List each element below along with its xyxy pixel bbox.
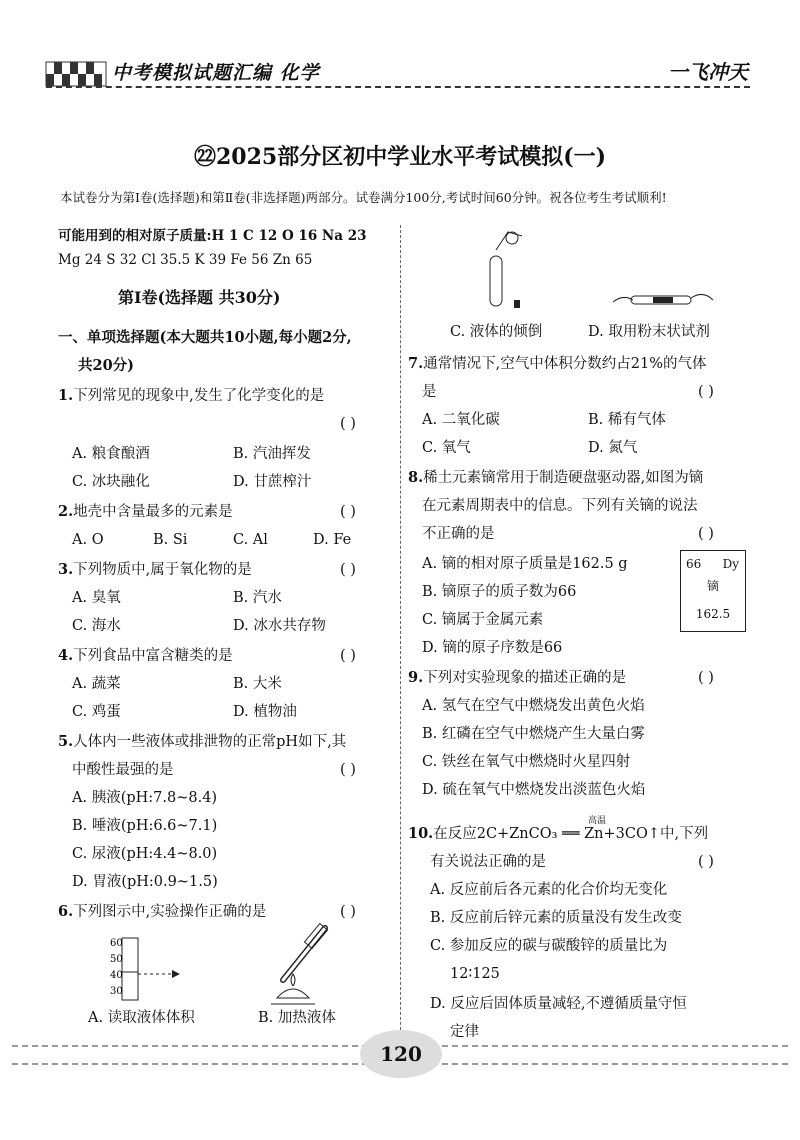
heating-liquid-figure xyxy=(263,920,343,1010)
q9-answer-paren: ( ) xyxy=(698,670,714,686)
q6-stem xyxy=(58,898,266,926)
q1-option-a: A. 粮食酿酒 xyxy=(72,446,150,462)
exam-title: ㉒2025部分区初中学业水平考试模拟(一) xyxy=(193,144,607,170)
q1-option-c: C. 冰块融化 xyxy=(72,474,150,490)
q1-option-b: B. 汽油挥发 xyxy=(233,446,311,462)
q9-text: 下列对实验现象的描述正确的是 xyxy=(423,670,627,686)
q7-number: 7. xyxy=(408,355,424,372)
q9-option-a: A. 氢气在空气中燃烧发出黄色火焰 xyxy=(422,698,645,714)
q10-stem xyxy=(408,820,708,848)
q4-option-a: A. 蔬菜 xyxy=(72,676,121,692)
q2-stem xyxy=(58,498,233,526)
q2-option-a: A. O xyxy=(72,532,104,548)
q3-answer-paren: ( ) xyxy=(340,562,356,578)
q5-number: 5. xyxy=(58,733,74,750)
q2-answer-paren: ( ) xyxy=(340,504,356,520)
q5-option-c: C. 尿液(pH:4.4~8.0) xyxy=(72,846,218,862)
q10-option-d-cont: 定律 xyxy=(450,1024,479,1040)
header-book-title: 中考模拟试题汇编 化学 xyxy=(112,62,320,84)
q8-option-b: B. 镝原子的质子数为66 xyxy=(422,584,577,600)
q10-option-c-cont: 12∶125 xyxy=(450,966,500,982)
q7-option-b: B. 稀有气体 xyxy=(588,412,666,428)
q5-option-b: B. 唾液(pH:6.6~7.1) xyxy=(72,818,218,834)
atomic-mass-line-2: Mg 24 S 32 Cl 35.5 K 39 Fe 56 Zn 65 xyxy=(58,252,313,268)
page-number: 120 xyxy=(380,1042,422,1066)
q4-option-c: C. 鸡蛋 xyxy=(72,704,121,720)
q10-text-2: 有关说法正确的是 xyxy=(430,854,546,870)
q7-answer-paren: ( ) xyxy=(698,384,714,400)
q8-text-1: 稀土元素镝常用于制造硬盘驱动器,如图为镝 xyxy=(423,470,704,486)
q7-option-c: C. 氧气 xyxy=(422,440,471,456)
section-one-heading: 一、单项选择题(本大题共10小题,每小题2分, xyxy=(58,329,352,346)
q4-text: 下列食品中富含糖类的是 xyxy=(73,648,233,664)
cylinder-tick-40: 40 xyxy=(110,970,123,981)
element-atomic-mass: 162.5 xyxy=(695,607,731,621)
q3-option-b: B. 汽水 xyxy=(233,590,282,606)
q5-option-a: A. 胰液(pH:7.8~8.4) xyxy=(72,790,218,806)
element-atomic-number: 66 xyxy=(686,557,702,571)
part-one-heading: 第Ⅰ卷(选择题 共30分) xyxy=(118,288,281,307)
q3-text: 下列物质中,属于氧化物的是 xyxy=(73,562,252,578)
q10-text-1: 在反应2C+ZnCO₃ ══ Zn+3CO↑中,下列 xyxy=(433,826,709,842)
q7-option-d: D. 氮气 xyxy=(588,440,638,456)
left-column xyxy=(58,222,393,1032)
q2-option-c: C. Al xyxy=(233,532,268,548)
q6-option-d: D. 取用粉末状试剂 xyxy=(588,324,710,340)
q10-answer-paren: ( ) xyxy=(698,854,714,870)
q1-answer-paren: ( ) xyxy=(340,416,356,432)
q6-text: 下列图示中,实验操作正确的是 xyxy=(73,904,267,920)
q8-option-d: D. 镝的原子序数是66 xyxy=(422,640,563,656)
q7-text-2: 是 xyxy=(422,384,437,400)
q3-option-a: A. 臭氧 xyxy=(72,590,121,606)
q6-option-c: C. 液体的倾倒 xyxy=(450,324,543,340)
q5-option-d: D. 胃液(pH:0.9~1.5) xyxy=(72,874,218,890)
q4-option-b: B. 大米 xyxy=(233,676,282,692)
q7-text-1: 通常情况下,空气中体积分数约占21%的气体 xyxy=(423,356,707,372)
q3-number: 3. xyxy=(58,561,74,578)
graduated-cylinder-figure xyxy=(110,934,196,1004)
q6-number: 6. xyxy=(58,903,74,920)
q8-text-2: 在元素周期表中的信息。下列有关镝的说法 xyxy=(422,498,698,514)
q7-option-a: A. 二氧化碳 xyxy=(422,412,500,428)
q8-answer-paren: ( ) xyxy=(698,526,714,542)
q10-number: 10. xyxy=(408,825,434,842)
q1-text: 下列常见的现象中,发生了化学变化的是 xyxy=(73,388,325,404)
q2-option-b: B. Si xyxy=(153,532,188,548)
q7-stem xyxy=(408,350,706,378)
periodic-table-cell xyxy=(680,550,746,632)
q8-stem xyxy=(408,464,703,492)
q3-option-c: C. 海水 xyxy=(72,618,121,634)
q5-text-1: 人体内一些液体或排泄物的正常pH如下,其 xyxy=(73,734,347,750)
q4-stem xyxy=(58,642,233,670)
column-divider xyxy=(400,225,401,1055)
element-symbol: Dy xyxy=(722,557,739,571)
q9-option-b: B. 红磷在空气中燃烧产生大量白雾 xyxy=(422,726,645,742)
q9-number: 9. xyxy=(408,669,424,686)
q10-condition: 高温 xyxy=(588,816,607,826)
header-series-logo: 一飞冲天 xyxy=(668,60,748,84)
q3-option-d: D. 冰水共存物 xyxy=(233,618,326,634)
q8-option-c: C. 镝属于金属元素 xyxy=(422,612,544,628)
q5-answer-paren: ( ) xyxy=(340,762,356,778)
pouring-liquid-figure xyxy=(468,222,548,312)
powder-reagent-figure xyxy=(603,280,723,320)
q6-option-a: A. 读取液体体积 xyxy=(88,1010,195,1026)
header-divider xyxy=(46,86,750,88)
atomic-mass-line-1: 可能用到的相对原子质量:H 1 C 12 O 16 Na 23 xyxy=(58,228,367,244)
q10-option-b: B. 反应前后锌元素的质量没有发生改变 xyxy=(430,910,682,926)
q3-stem xyxy=(58,556,252,584)
q4-number: 4. xyxy=(58,647,74,664)
q10-option-d: D. 反应后固体质量减轻,不遵循质量守恒 xyxy=(430,996,687,1012)
header-checker-decoration xyxy=(46,62,106,86)
q2-text: 地壳中含量最多的元素是 xyxy=(73,504,233,520)
q8-number: 8. xyxy=(408,469,424,486)
q9-option-d: D. 硫在氧气中燃烧发出淡蓝色火焰 xyxy=(422,782,646,798)
q4-option-d: D. 植物油 xyxy=(233,704,297,720)
q8-text-3: 不正确的是 xyxy=(422,526,495,542)
q1-stem xyxy=(58,382,324,410)
q10-option-c: C. 参加反应的碳与碳酸锌的质量比为 xyxy=(430,938,668,954)
cylinder-tick-30: 30 xyxy=(110,986,123,997)
q2-number: 2. xyxy=(58,503,74,520)
section-one-heading-cont: 共20分) xyxy=(78,357,135,374)
q5-stem xyxy=(58,728,346,756)
q9-stem xyxy=(408,664,626,692)
q2-option-d: D. Fe xyxy=(313,532,352,548)
q6-answer-paren: ( ) xyxy=(340,904,356,920)
exam-intro: 本试卷分为第Ⅰ卷(选择题)和第Ⅱ卷(非选择题)两部分。试卷满分100分,考试时间60分钟。祝各位考生考试顺利! xyxy=(60,190,667,205)
q6-option-b: B. 加热液体 xyxy=(258,1010,336,1026)
element-name: 镝 xyxy=(706,579,719,593)
q1-number: 1. xyxy=(58,387,74,404)
q1-option-d: D. 甘蔗榨汁 xyxy=(233,474,312,490)
cylinder-tick-50: 50 xyxy=(110,954,123,965)
q4-answer-paren: ( ) xyxy=(340,648,356,664)
cylinder-tick-60: 60 xyxy=(110,938,123,949)
q8-option-a: A. 镝的相对原子质量是162.5 g xyxy=(422,556,628,572)
q5-text-2: 中酸性最强的是 xyxy=(72,762,174,778)
q9-option-c: C. 铁丝在氧气中燃烧时火星四射 xyxy=(422,754,631,770)
q10-option-a: A. 反应前后各元素的化合价均无变化 xyxy=(430,882,668,898)
